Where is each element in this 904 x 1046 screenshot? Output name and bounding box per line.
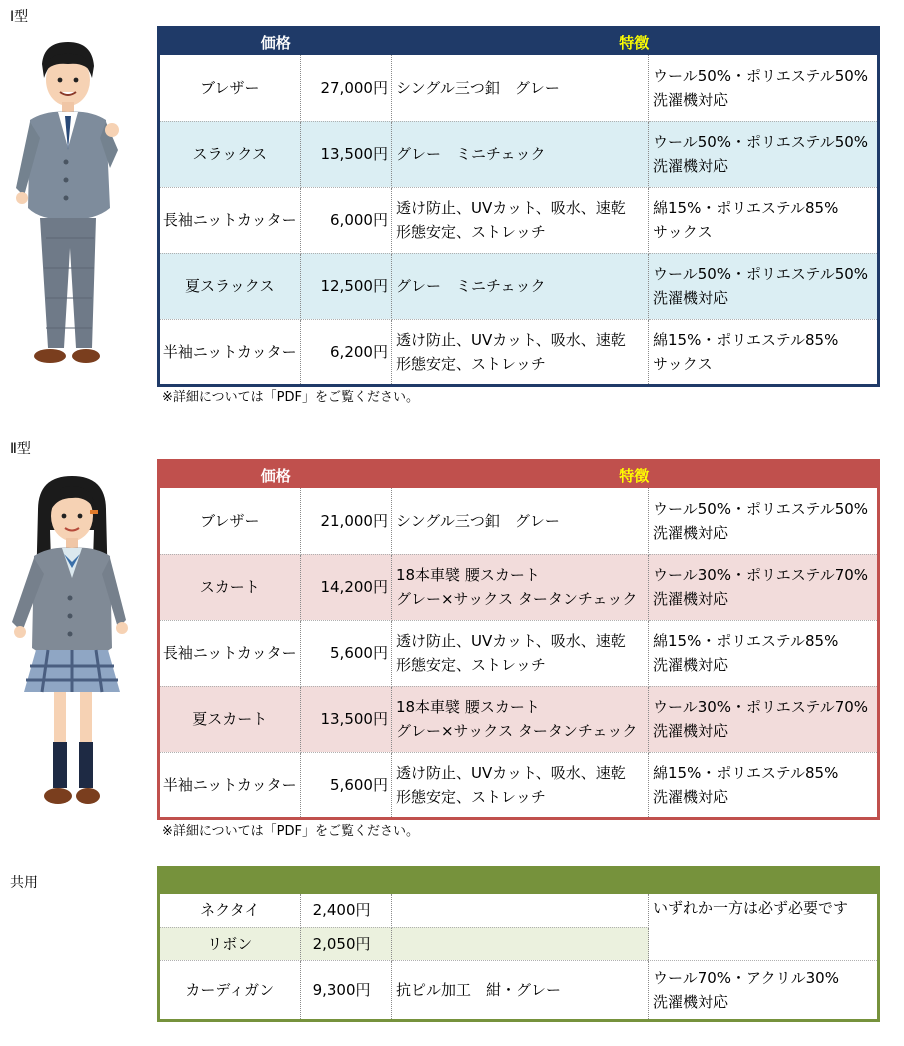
item-description: 透け防止、UVカット、吸水、速乾 形態安定、ストレッチ [391,319,648,385]
item-description: 透け防止、UVカット、吸水、速乾 形態安定、ストレッチ [391,752,648,818]
item-material: ウール50%・ポリエステル50% 洗濯機対応 [649,121,879,187]
item-material: 綿15%・ポリエステル85% サックス [649,187,879,253]
table-row [159,554,879,620]
table-row [159,187,879,253]
type1-header-features: 特徴 [391,28,878,56]
type2-price-table [157,459,880,820]
item-name: 半袖ニットカッター [159,319,301,385]
item-material: 綿15%・ポリエステル85% サックス [649,319,879,385]
item-name: 長袖ニットカッター [159,187,301,253]
item-price: 2,400円 [300,894,391,927]
item-material: ウール50%・ポリエステル50% 洗濯機対応 [649,488,879,554]
item-price: 5,600円 [300,620,391,686]
item-price: 12,500円 [300,253,391,319]
type1-note: ※詳細については「PDF」をご覧ください。 [162,390,419,405]
item-material: ウール50%・ポリエステル50% 洗濯機対応 [649,55,879,121]
table-row [159,752,879,818]
item-price: 27,000円 [300,55,391,121]
item-description: グレー ミニチェック [391,121,648,187]
shared-header-bar [159,868,879,895]
type1-price-table [157,26,880,387]
item-description: 18本車襞 腰スカート グレー×サックス タータンチェック [391,554,648,620]
shared-price-table [157,866,880,1022]
table-row [159,488,879,554]
item-name: ブレザー [159,488,301,554]
item-description: シングル三つ釦 グレー [391,488,648,554]
type1-label: Ⅰ型 [10,9,29,25]
item-material: ウール30%・ポリエステル70% 洗濯機対応 [649,686,879,752]
item-description: シングル三つ釦 グレー [391,55,648,121]
item-description: 抗ピル加工 紺・グレー [391,960,648,1020]
table-row [159,121,879,187]
item-price: 13,500円 [300,686,391,752]
item-name: 夏スカート [159,686,301,752]
item-name: ブレザー [159,55,301,121]
item-description: 透け防止、UVカット、吸水、速乾 形態安定、ストレッチ [391,187,648,253]
item-description: グレー ミニチェック [391,253,648,319]
type2-label: Ⅱ型 [10,441,31,457]
type2-note: ※詳細については「PDF」をご覧ください。 [162,824,419,839]
item-price: 9,300円 [300,960,391,1020]
item-name: スカート [159,554,301,620]
table-row [159,253,879,319]
type2-header-price: 価格 [159,461,392,489]
item-material: ウール70%・アクリル30% 洗濯機対応 [649,960,879,1020]
shared-label: 共用 [10,875,38,891]
table-row [159,686,879,752]
item-material: 綿15%・ポリエステル85% 洗濯機対応 [649,620,879,686]
item-description: 18本車襞 腰スカート グレー×サックス タータンチェック [391,686,648,752]
table-row [159,319,879,385]
item-price: 5,600円 [300,752,391,818]
item-description [391,894,648,927]
item-price: 13,500円 [300,121,391,187]
item-name: リボン [159,927,301,960]
table-row [159,894,879,927]
type1-header-price: 価格 [159,28,392,56]
item-description: 透け防止、UVカット、吸水、速乾 形態安定、ストレッチ [391,620,648,686]
table-row [159,620,879,686]
item-price: 21,000円 [300,488,391,554]
table-row [159,960,879,1020]
girl-uniform-illustration [8,470,132,816]
item-name: カーディガン [159,960,301,1020]
type2-header-features: 特徴 [391,461,878,489]
item-material: ウール30%・ポリエステル70% 洗濯機対応 [649,554,879,620]
item-price: 6,200円 [300,319,391,385]
item-price: 6,000円 [300,187,391,253]
boy-uniform-illustration [6,38,126,372]
table-row [159,55,879,121]
item-name: 長袖ニットカッター [159,620,301,686]
item-name: 夏スラックス [159,253,301,319]
item-price: 14,200円 [300,554,391,620]
item-name: ネクタイ [159,894,301,927]
item-price: 2,050円 [300,927,391,960]
item-note: いずれか一方は必ず必要です [649,894,879,960]
item-material: ウール50%・ポリエステル50% 洗濯機対応 [649,253,879,319]
item-material: 綿15%・ポリエステル85% 洗濯機対応 [649,752,879,818]
item-name: 半袖ニットカッター [159,752,301,818]
item-description [391,927,648,960]
item-name: スラックス [159,121,301,187]
